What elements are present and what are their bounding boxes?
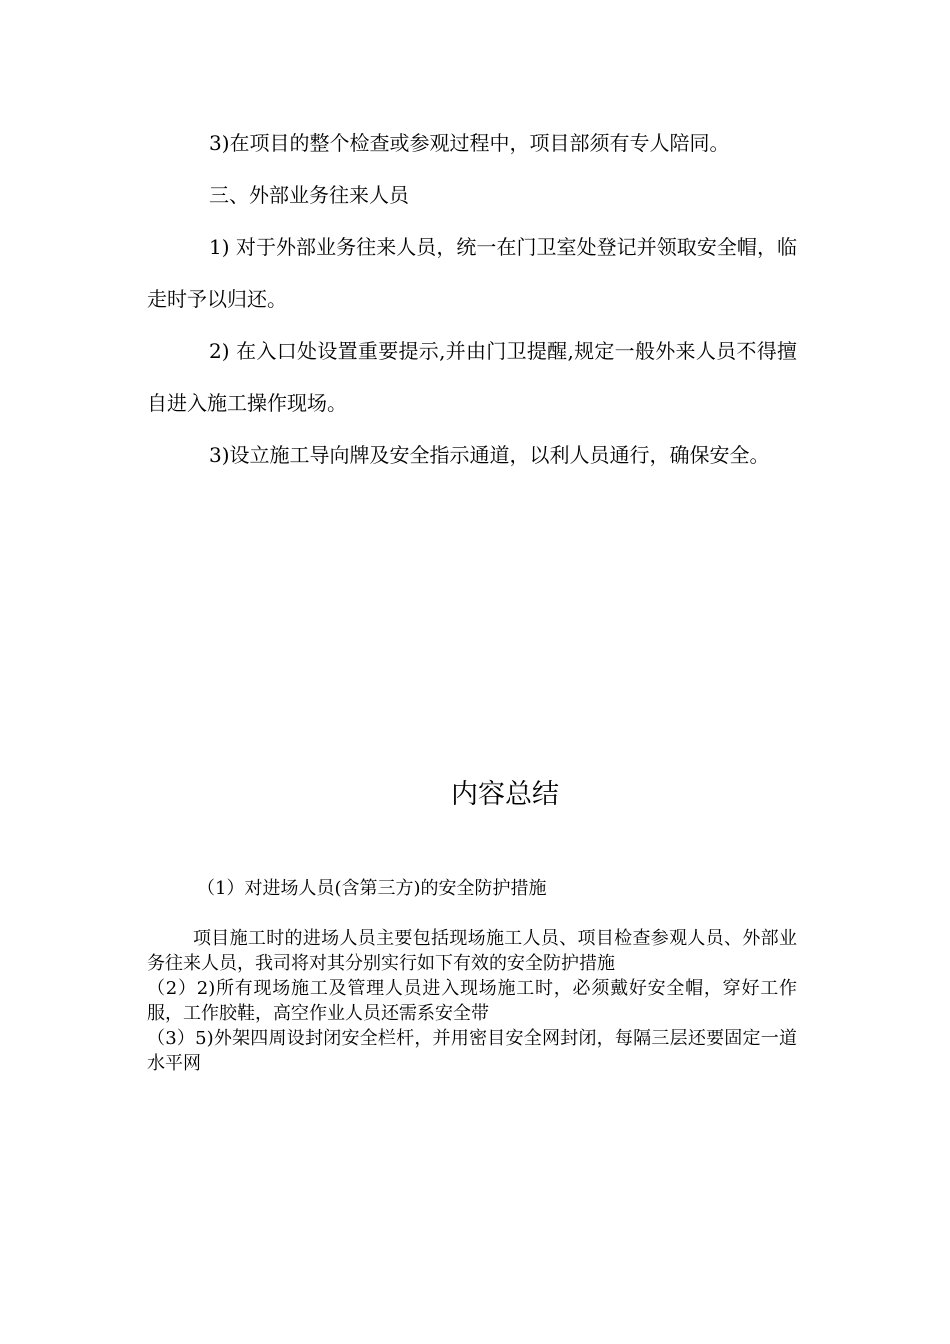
summary-paragraph-helmets: （2）2)所有现场施工及管理人员进入现场施工时，必须戴好安全帽，穿好工作服，工作胶鞋，高空作业人员还需系安全带 bbox=[147, 978, 797, 1024]
paragraph-guide-signs: 3)设立施工导向牌及安全指示通道，以利人员通行，确保安全。 bbox=[209, 443, 770, 467]
summary-title: 内容总结 bbox=[451, 779, 559, 810]
summary-paragraph-railings: （3）5)外架四周设封闭安全栏杆，并用密目安全网封闭，每隔三层还要固定一道水平网 bbox=[147, 1028, 797, 1074]
summary-paragraph-overview: 项目施工时的进场人员主要包括现场施工人员、项目检查参观人员、外部业务往来人员，我司将对其分别实行如下有效的安全防护措施 bbox=[147, 928, 797, 974]
section-heading-external-visitors: 三、外部业务往来人员 bbox=[209, 183, 409, 207]
upper-section bbox=[147, 117, 797, 481]
paragraph-entrance-notice: 2) 在入口处设置重要提示,并由门卫提醒,规定一般外来人员不得擅自进入施工操作现场。 bbox=[147, 339, 797, 415]
summary-subtitle: （1）对进场人员(含第三方)的安全防护措施 bbox=[197, 878, 547, 899]
paragraph-inspection-escort: 3)在项目的整个检查或参观过程中，项目部须有专人陪同。 bbox=[209, 131, 730, 155]
paragraph-visitor-registration: 1) 对于外部业务往来人员，统一在门卫室处登记并领取安全帽，临走时予以归还。 bbox=[147, 235, 797, 311]
summary-body bbox=[147, 926, 797, 1076]
